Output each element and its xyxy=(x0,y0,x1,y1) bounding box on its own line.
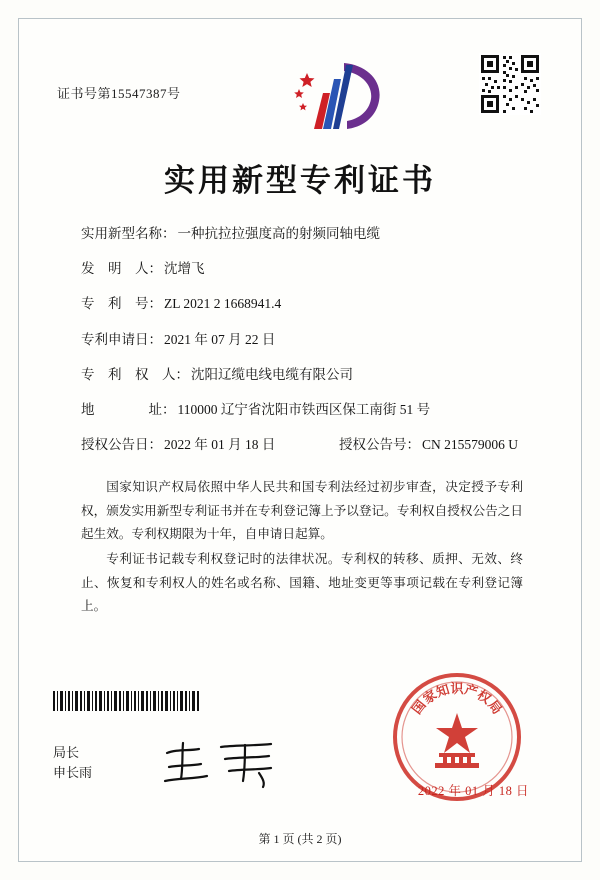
svg-text:产: 产 xyxy=(462,681,480,700)
field-patentee xyxy=(81,367,525,383)
field-utility-model-name xyxy=(81,226,525,242)
cnipa-logo-icon xyxy=(289,59,385,135)
svg-text:权: 权 xyxy=(474,686,494,707)
field-value: 沈增飞 xyxy=(164,261,205,277)
svg-text:知: 知 xyxy=(434,681,452,700)
field-label: 专 利 号： xyxy=(81,296,162,312)
certificate-frame xyxy=(18,18,582,862)
field-label: 发 明 人： xyxy=(81,261,162,277)
svg-text:国: 国 xyxy=(408,697,429,717)
field-value: 110000 辽宁省沈阳市铁西区保工南街 51 号 xyxy=(177,401,431,417)
svg-text:识: 识 xyxy=(450,681,464,696)
field-label: 专 利 权 人： xyxy=(81,366,189,382)
field-label: 授权公告号： xyxy=(339,437,420,453)
signature-block xyxy=(53,743,92,783)
handwritten-signature-icon xyxy=(159,737,289,789)
field-label: 地 址： xyxy=(81,401,176,417)
director-label: 局长 xyxy=(53,744,80,760)
qr-code-icon xyxy=(479,53,541,115)
legal-paragraph: 国家知识产权局依照中华人民共和国专利法经过初步审查，决定授予专利权，颁发实用新型专利证书并在专利登记簿上予以登记。专利权自授权公告之日起生效。专利权期限为十年，自申请日起算。 xyxy=(81,480,523,541)
page-title: 实用新型专利证书 xyxy=(164,163,436,198)
field-grant-date xyxy=(81,437,339,453)
field-application-date xyxy=(81,332,525,348)
barcode-icon xyxy=(53,691,201,711)
field-inventor xyxy=(81,261,525,277)
svg-text:家: 家 xyxy=(420,686,440,707)
certificate-inner xyxy=(19,19,581,861)
certificate-number: 证书号第15547387号 xyxy=(57,86,181,101)
director-name: 申长雨 xyxy=(53,764,93,780)
seal-date: 2022 年 01 月 18 日 xyxy=(417,784,529,798)
certificate-header xyxy=(53,45,547,141)
field-grant-row xyxy=(81,437,525,453)
field-label: 授权公告日： xyxy=(81,437,162,453)
page-footer: 第 1 页 (共 2 页) xyxy=(258,832,342,846)
field-value: 2022 年 01 月 18 日 xyxy=(164,437,276,453)
field-value: 一种抗拉拉强度高的射频同轴电缆 xyxy=(177,226,380,241)
legal-paragraph: 专利证书记载专利权登记时的法律状况。专利权的转移、质押、无效、终止、恢复和专利权人的姓名或名称、国籍、地址变更等事项记载在专利登记簿上。 xyxy=(81,552,523,613)
svg-text:局: 局 xyxy=(485,697,506,717)
field-grant-number xyxy=(339,437,518,453)
field-patent-number xyxy=(81,296,525,312)
field-value: 沈阳辽缆电线电缆有限公司 xyxy=(191,366,353,382)
field-value: 2021 年 07 月 22 日 xyxy=(164,331,276,347)
field-list xyxy=(53,226,547,453)
field-address xyxy=(81,402,525,418)
field-label: 实用新型名称： xyxy=(81,226,176,241)
field-label: 专利申请日： xyxy=(81,331,162,347)
field-value: ZL 2021 2 1668941.4 xyxy=(164,296,282,312)
field-value: CN 215579006 U xyxy=(422,437,519,453)
legal-body-text xyxy=(53,472,547,618)
